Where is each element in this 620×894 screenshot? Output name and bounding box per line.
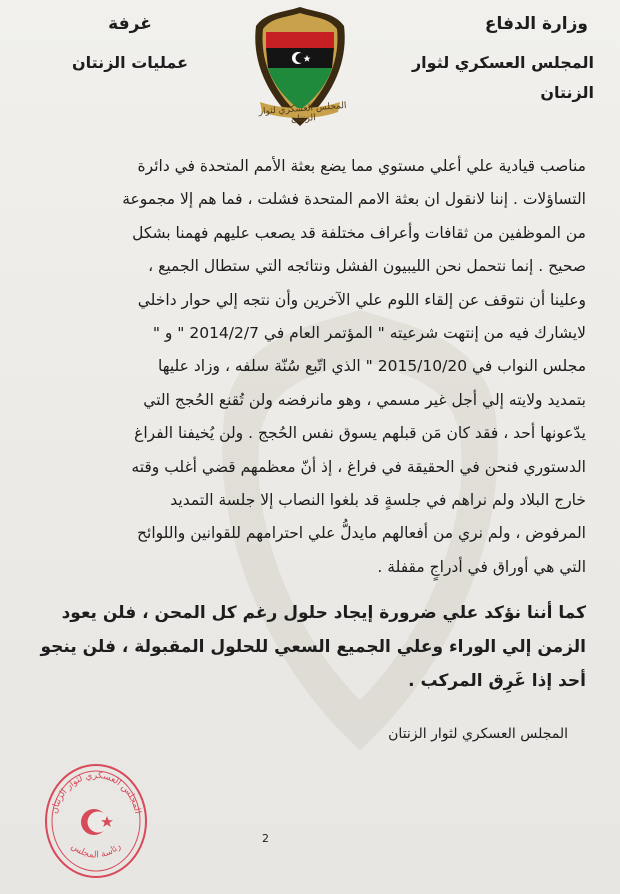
body-line-2: التساؤلات . إننا لانقول ان بعثة الامم المتحدة فشلت ، فما هم إلا مجموعة (122, 190, 586, 209)
body-line-1: مناصب قيادية علي أعلي مستوي مما يضع بعثة الأمم المتحدة في دائرة (137, 157, 586, 175)
closing-line-2: الزمن إلي الوراء وعلي الجميع السعي للحلول المقبولة ، فلن ينجو (40, 637, 586, 657)
council-title: المجلس العسكري لثوار الزنتان (411, 53, 594, 102)
body-line-12: المرفوض ، ولم نري من أفعالهم مايدلُّ علي احترامهم للقوانين واللوائح (137, 524, 586, 543)
room-title: غرفة (108, 14, 152, 34)
svg-text:رئاسة المجلس (69, 842, 123, 861)
body-line-6: لايشارك فيه من إنتهت شرعيته " المؤتمر العام في 2014/2/7 " و " (152, 324, 586, 343)
body-line-5: وعلينا أن نتوقف عن إلقاء اللوم علي الآخرين وأن نتجه إلي حوار داخلي (137, 290, 586, 309)
body-line-10: الدستوري فنحن في الحقيقة في فراغ ، إذ أنّ معظمهم قضي أغلب وقته (131, 457, 586, 476)
stamp-text-top: المجلس العسكري لثوار الزنتان (49, 770, 143, 815)
closing-line-3: أحد إذا غَرِق المركب . (408, 671, 586, 691)
body-line-9: يدّعونها أحد ، فقد كان مَن قبلهم يسوق نفس الحُجج . ولن يُخيفنا الفراغ (134, 424, 586, 443)
body-line-8: بتمديد ولايته إلي أجل غير مسمي ، وهو مانرفضه ولن تُقنع الحُجج التي (143, 390, 586, 409)
closing-paragraph (34, 596, 586, 698)
emblem-caption: المجلس العسكري لثوار الزنتان (258, 100, 347, 125)
letter-body (34, 150, 586, 584)
operations-title: عمليات الزنتان (71, 53, 189, 72)
header-ministry (374, 10, 594, 108)
body-line-4: صحيح . إنما نتحمل نحن الليبيون الفشل ونتائجه التي ستطال الجميع ، (148, 257, 586, 276)
closing-line-1: كما أننا نؤكد علي ضرورة إيجاد حلول رغم كل المحن ، فلن يعود (61, 603, 586, 623)
council-stamp (40, 758, 152, 884)
crescent-star-icon (81, 809, 113, 835)
body-line-13: التي هي أوراق في أدراجٍ مقفلة . (377, 557, 586, 576)
body-line-11: خارج البلاد ولم نراهم في جلسةٍ قد بلغوا النصاب إلا جلسة التمديد (170, 491, 586, 510)
stamp-text-bottom: رئاسة المجلس (68, 841, 124, 861)
signature-line: المجلس العسكري لثوار الزنتان (388, 726, 568, 742)
body-line-7: مجلس النواب في 2015/10/20 " الذي اتّبع سُنّة سلفه ، وزاد عليها (157, 357, 586, 376)
page-number: 2 (262, 832, 269, 845)
ministry-title: وزارة الدفاع (484, 14, 588, 34)
body-line-3: من الموظفين من ثقافات وأعراف مختلفة قد يصعب عليهم فهمنا بشكل (132, 223, 586, 242)
header-operations-room (30, 10, 230, 78)
